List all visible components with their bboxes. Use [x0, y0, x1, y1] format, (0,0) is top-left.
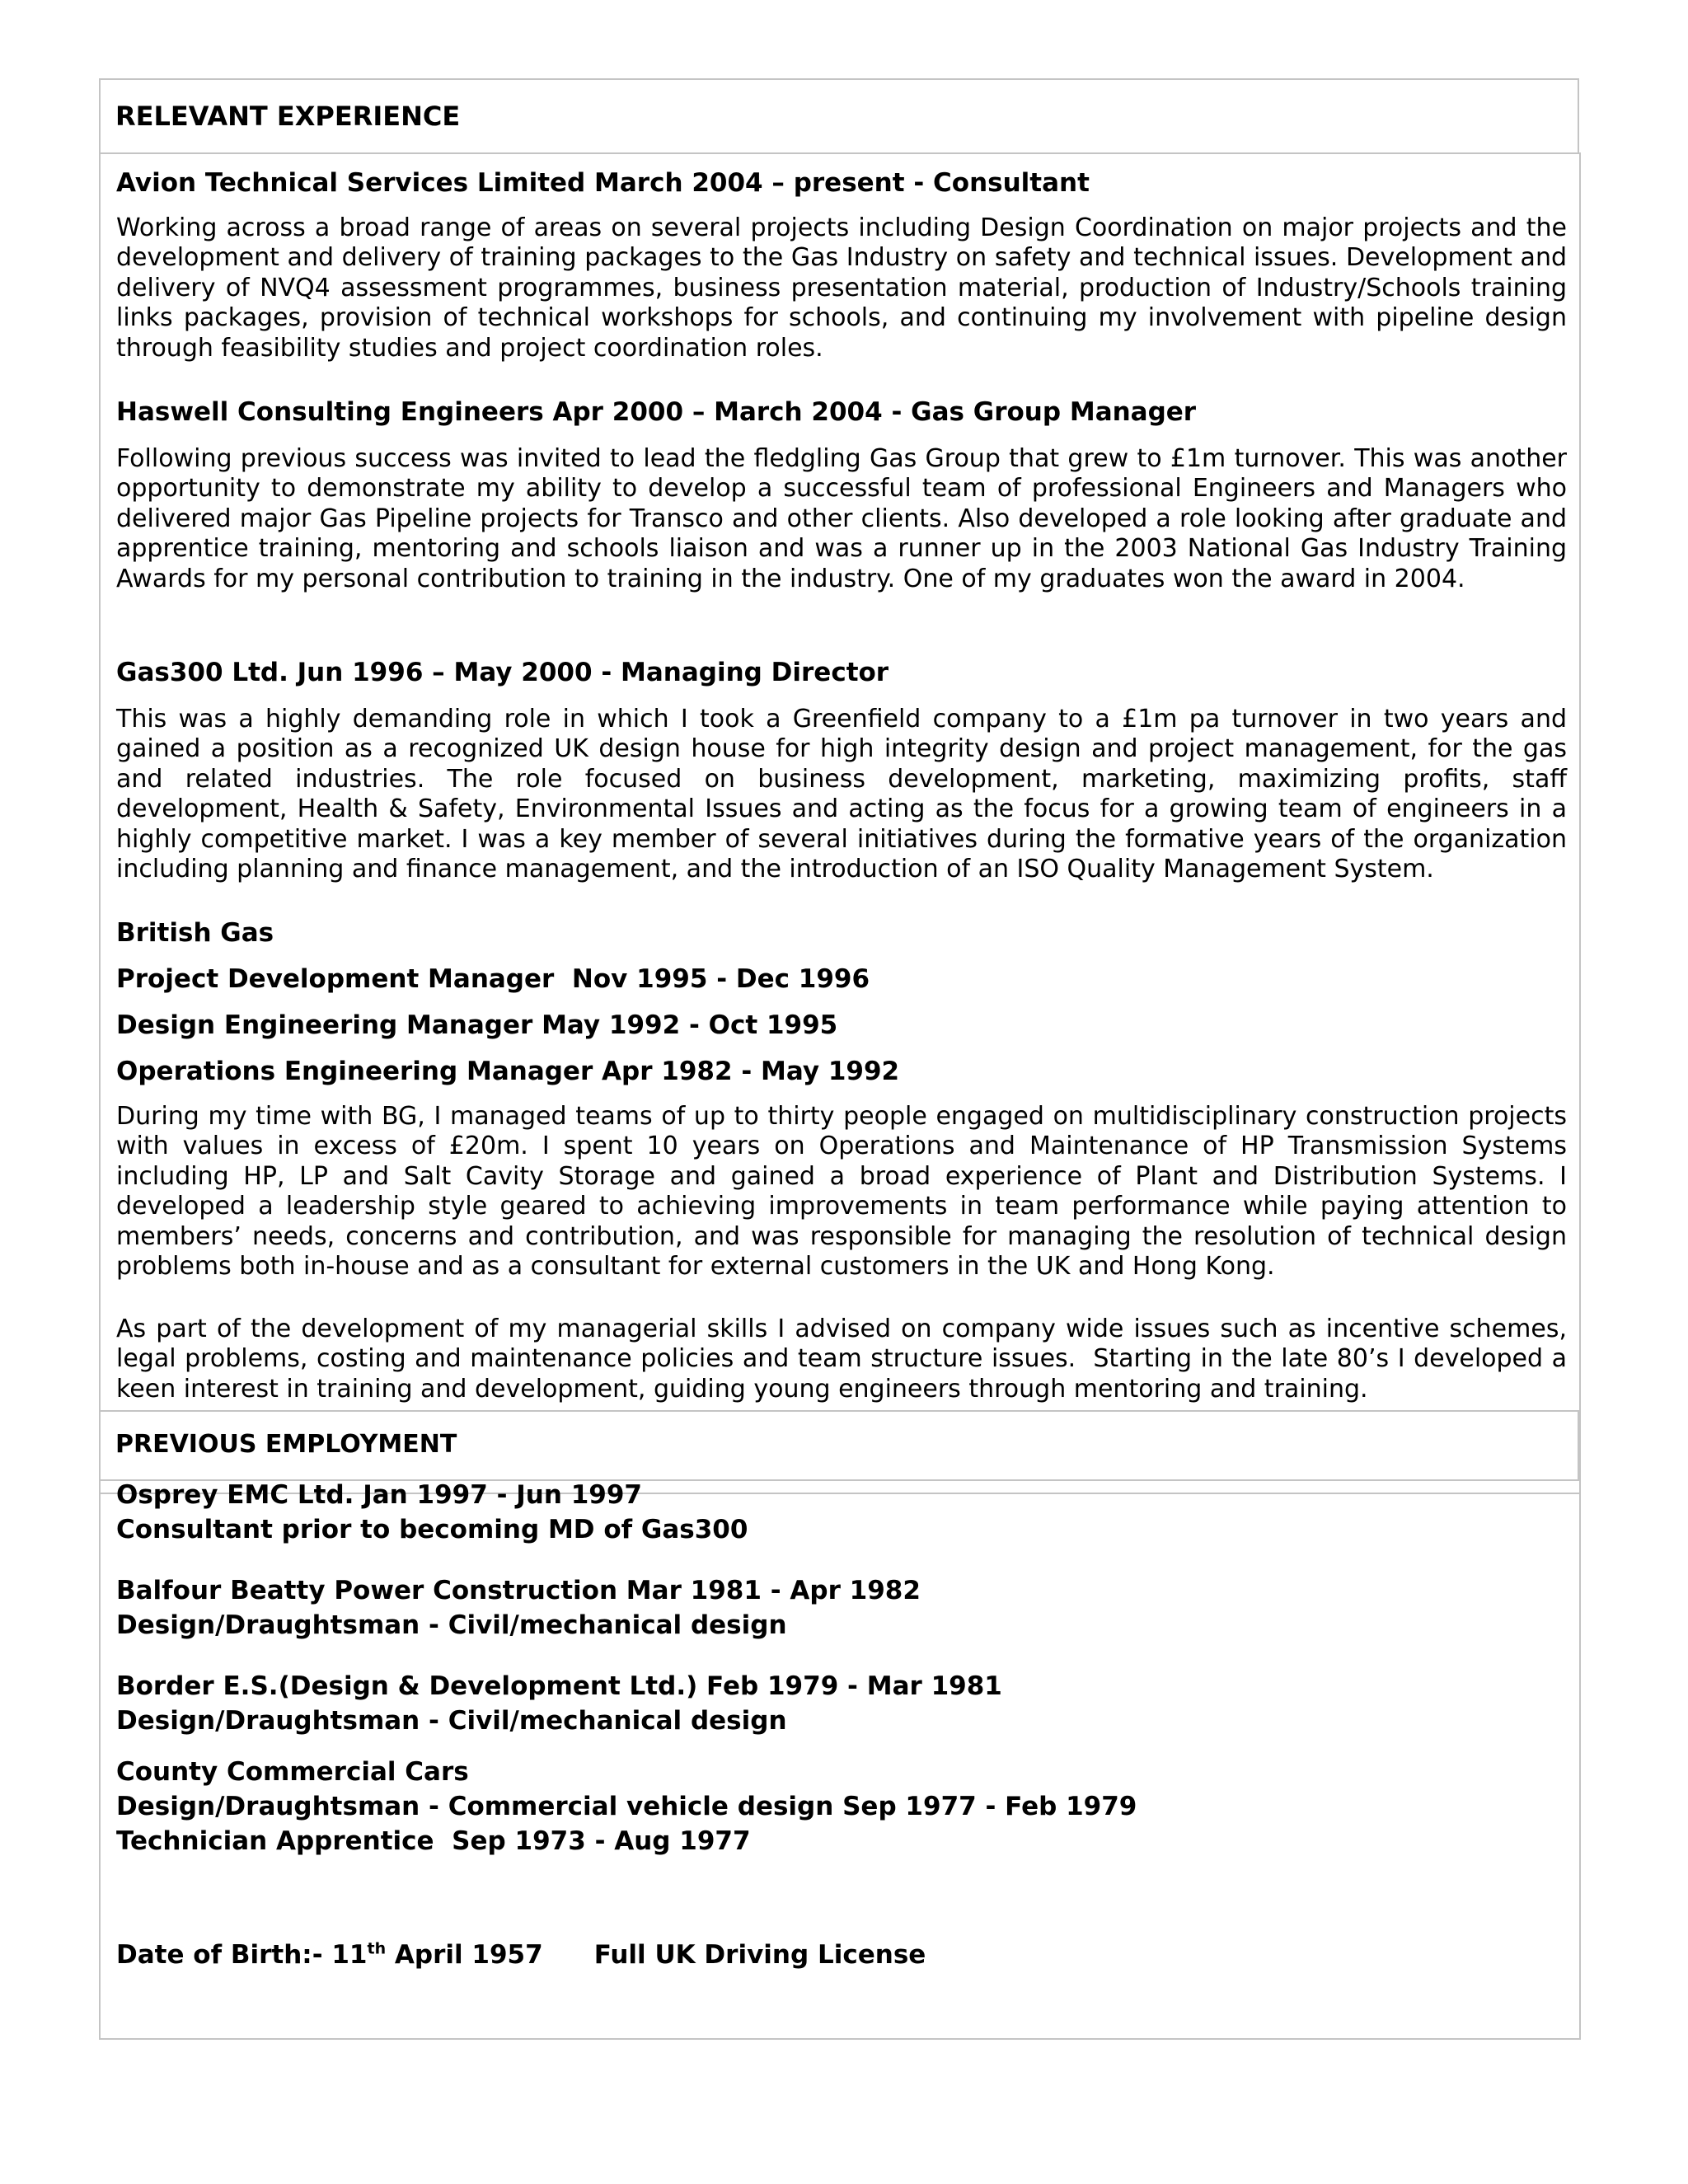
employment-county	[116, 1755, 1567, 1858]
relevant-experience-section	[99, 152, 1581, 1494]
job-gas300	[116, 657, 1567, 688]
employer-line: Osprey EMC Ltd. Jan 1997 - Jun 1997	[116, 1480, 642, 1510]
position-line: Consultant prior to becoming MD of Gas300	[116, 1515, 748, 1544]
position-line: Design/Draughtsman - Civil/mechanical design	[116, 1610, 787, 1640]
company-name: British Gas	[116, 918, 274, 948]
employer-line: Border E.S.(Design & Development Ltd.) Feb 1979 - Mar 1981	[116, 1671, 1002, 1701]
date-of-birth-ordinal: th	[367, 1939, 387, 1958]
position-line: Technician Apprentice Sep 1973 - Aug 1977	[116, 1826, 751, 1856]
previous-employment-section	[99, 1479, 1581, 2040]
job-gas300-description	[116, 705, 1567, 884]
relevant-experience-heading: RELEVANT EXPERIENCE	[99, 78, 1579, 154]
british-gas-role-2	[116, 1010, 1567, 1041]
job-title: Gas300 Ltd. Jun 1996 – May 2000 - Managing Director	[116, 658, 889, 687]
job-haswell	[116, 396, 1567, 428]
british-gas-paragraph-1	[116, 1102, 1567, 1282]
british-gas-paragraph-2	[116, 1315, 1575, 1404]
previous-employment-heading: PREVIOUS EMPLOYMENT	[99, 1410, 1579, 1481]
role-title: Project Development Manager Nov 1995 - Dec 1996	[116, 964, 870, 994]
job-title: Haswell Consulting Engineers Apr 2000 – March 2004 - Gas Group Manager	[116, 397, 1197, 427]
role-description: As part of the development of my managerial skills I advised on company wide issues such as incentive schemes, legal problems, costing and maintenance policies and team structure issues. Starting in the late 80’s I developed a keen interest in training and development, guiding young engineers through mentoring and training.	[116, 1315, 1575, 1404]
job-description: Following previous success was invited to lead the fledgling Gas Group that grew to £1m turnover. This was another opportunity to demonstrate my ability to develop a successful team of professional Engineers and Managers who delivered major Gas Pipeline projects for Transco and other clients. Also developed a role looking after graduate and apprentice training, mentoring and schools liaison and was a runner up in the 2003 National Gas Industry Training Awards for my personal contribution to training in the industry. One of my graduates won the award in 2004.	[116, 444, 1567, 593]
date-of-birth-prefix: Date of Birth:- 11	[116, 1940, 368, 1970]
job-avion-description	[116, 213, 1567, 363]
british-gas-role-3	[116, 1056, 1567, 1087]
employer-line: County Commercial Cars	[116, 1757, 469, 1787]
british-gas-role-1	[116, 963, 1567, 995]
job-haswell-description	[116, 444, 1567, 594]
employer-line: Balfour Beatty Power Construction Mar 1981 - Apr 1982	[116, 1576, 921, 1605]
job-title: Avion Technical Services Limited March 2004 – present - Consultant	[116, 168, 1090, 198]
employment-border	[116, 1669, 1567, 1738]
role-title: Operations Engineering Manager Apr 1982 - May 1992	[116, 1057, 900, 1086]
driving-license: Full UK Driving License	[593, 1940, 926, 1970]
date-of-birth-suffix: April 1957	[386, 1940, 543, 1970]
job-avion	[116, 167, 1567, 199]
position-line: Design/Draughtsman - Commercial vehicle design Sep 1977 - Feb 1979	[116, 1792, 1137, 1821]
job-description: Working across a broad range of areas on several projects including Design Coordination on major projects and the development and delivery of training packages to the Gas Industry on safety and technical issues. Development and delivery of NVQ4 assessment programmes, business presentation material, production of Industry/Schools training links packages, provision of technical workshops for schools, and continuing my involvement with pipeline design through feasibility studies and project coordination roles.	[116, 213, 1567, 363]
personal-details-line	[116, 1938, 1567, 1972]
employment-osprey	[116, 1478, 1567, 1547]
position-line: Design/Draughtsman - Civil/mechanical design	[116, 1706, 787, 1736]
role-title: Design Engineering Manager May 1992 - Oct 1995	[116, 1010, 838, 1040]
british-gas-company	[116, 917, 1567, 949]
employment-balfour	[116, 1573, 1567, 1643]
job-description: This was a highly demanding role in which I took a Greenfield company to a £1m pa turnover in two years and gained a position as a recognized UK design house for high integrity design and project management, for the gas and related industries. The role focused on business development, marketing, maximizing profits, staff development, Health & Safety, Environmental Issues and acting as the focus for a growing team of engineers in a highly competitive market. I was a key member of several initiatives during the formative years of the organization including planning and finance management, and the introduction of an ISO Quality Management System.	[116, 705, 1567, 884]
role-description: During my time with BG, I managed teams of up to thirty people engaged on multidisciplinary construction projects with values in excess of £20m. I spent 10 years on Operations and Maintenance of HP Transmission Systems including HP, LP and Salt Cavity Storage and gained a broad experience of Plant and Distribution Systems. I developed a leadership style geared to achieving improvements in team performance while paying attention to members’ needs, concerns and contribution, and was responsible for managing the resolution of technical design problems both in-house and as a consultant for external customers in the UK and Hong Kong.	[116, 1102, 1567, 1282]
personal-details	[116, 1938, 1567, 1972]
resume-page	[99, 78, 1581, 2040]
